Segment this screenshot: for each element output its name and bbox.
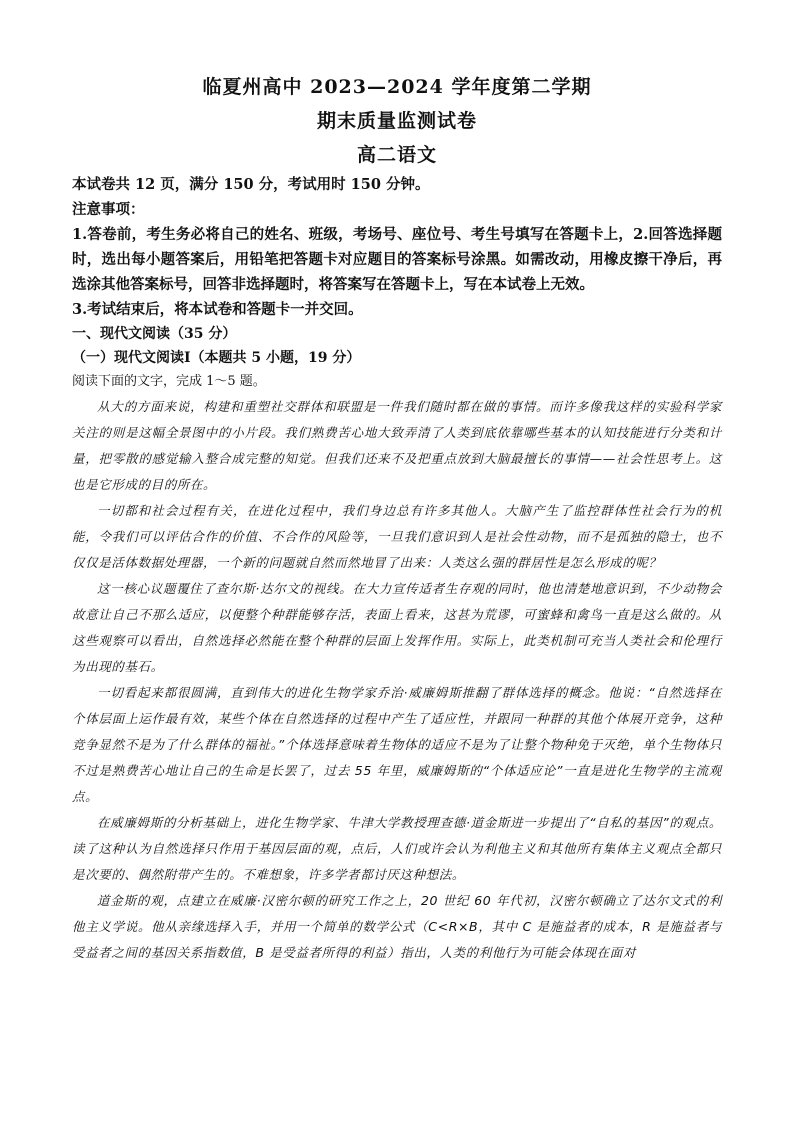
notice-title: 注意事项： [72,201,145,218]
passage-paragraph-4: 一切看起来都很圆满，直到伟大的进化生物学家乔治·威廉姆斯推翻了群体选择的概念。他说：“自然选择在个体层面上运作最有效，某些个体在自然选择的过程中产生了适应性，并跟同一种群的其他个体展开竞争，这种竞争显然不是为了什么群体的福祉。”个体选择意味着生物体的适应不是为了让整个物种免于灭绝，单个生物体只不过是熟费苦心地让自己的生命是长罢了，过去 55 年里，威廉姆斯的“个体适应论”一直是进化生物学的主流观点。 [72,685,722,804]
exam-title: 临夏州高中 2023—2024 学年度第二学期 [202,76,592,98]
exam-page [72,70,722,966]
passage-paragraph-1: 从大的方面来说，构建和重塑社交群体和联盟是一件我们随时都在做的事情。而许多像我这样的实验科学家关注的则是这幅全景图中的小片段。我们熟费苦心地大致弄清了人类到底依靠哪些基本的认知技能进行分类和计量，把零散的感觉输入整合成完整的知觉。但我们还来不及把重点放到大脑最擅长的事情——社会性思考上。这也是它形成的目的所在。 [72,399,722,492]
passage-paragraph-6: 道金斯的观，点建立在威廉·汉密尔顿的研究工作之上，20 世纪 60 年代初，汉密尔顿确立了达尔文式的利他主义学说。他从亲缘选择入手，并用一个简单的数学公式（C<R×B，其中 C 是施益者的成本，R 是施益者与受益者之间的基因关系指数值，B 是受益者所得的利益）指出，人类的利他行为可能会体现在面对 [72,893,722,960]
pages-info: 本试卷共 12 页，满分 150 分，考试用时 150 分钟。 [72,176,430,193]
notice-item-3: 3.考试结束后，将本试卷和答题卡一并交回。 [72,301,363,318]
section-heading: 一、现代文阅读（35 分） [72,326,237,342]
reading-instruction: 阅读下面的文字，完成 1～5 题。 [72,374,266,389]
passage-paragraph-3: 这一核心议题覆住了查尔斯·达尔文的视线。在大力宣传适者生存观的同时，他也清楚地意识到，不少动物会故意让自己不那么适应，以便整个种群能够存活，表面上看来，这甚为荒谬，可蜜蜂和禽鸟一直是这么做的。从这些观察可以看出，自然选择必然能在整个种群的层面上发挥作用。实际上，此类机制可充当人类社会和伦理行为出现的基石。 [72,581,722,674]
subsection-heading: （一）现代文阅读Ⅰ（本题共 5 小题，19 分） [72,350,361,366]
passage-paragraph-2: 一切都和社会过程有关，在进化过程中，我们身边总有许多其他人。大脑产生了监控群体性社会行为的机能，令我们可以评估合作的价值、不合作的风险等，一旦我们意识到人是社会性动物，而不是孤独的隐士，也不仅仅是活体数据处理器，一个新的问题就自然而然地冒了出来：人类这么强的群居性是怎么形成的呢？ [72,503,722,570]
exam-subtitle: 期末质量监测试卷 [316,110,477,132]
exam-subject: 高二语文 [356,144,437,166]
reading-passage [72,394,722,966]
passage-paragraph-5: 在威廉姆斯的分析基础上，进化生物学家、牛津大学教授理查德·道金斯进一步提出了“自私的基因”的观点。读了这种认为自然选择只作用于基因层面的观，点后，人们或许会认为利他主义和其他所有集体主义观点全都只是次要的、偶然附带产生的。不难想象，许多学者都讨厌这种想法。 [72,815,722,882]
notice-item-1: 1.答卷前，考生务必将自己的姓名、班级，考场号、座位号、考生号填写在答题卡上，2.回答选择题时，选出每小题答案后，用铅笔把答题卡对应题目的答案标号涂黑。如需改动，用橡皮擦干净后，再选涂其他答案标号，回答非选择题时，将答案写在答题卡上，写在本试卷上无效。 [72,226,722,293]
